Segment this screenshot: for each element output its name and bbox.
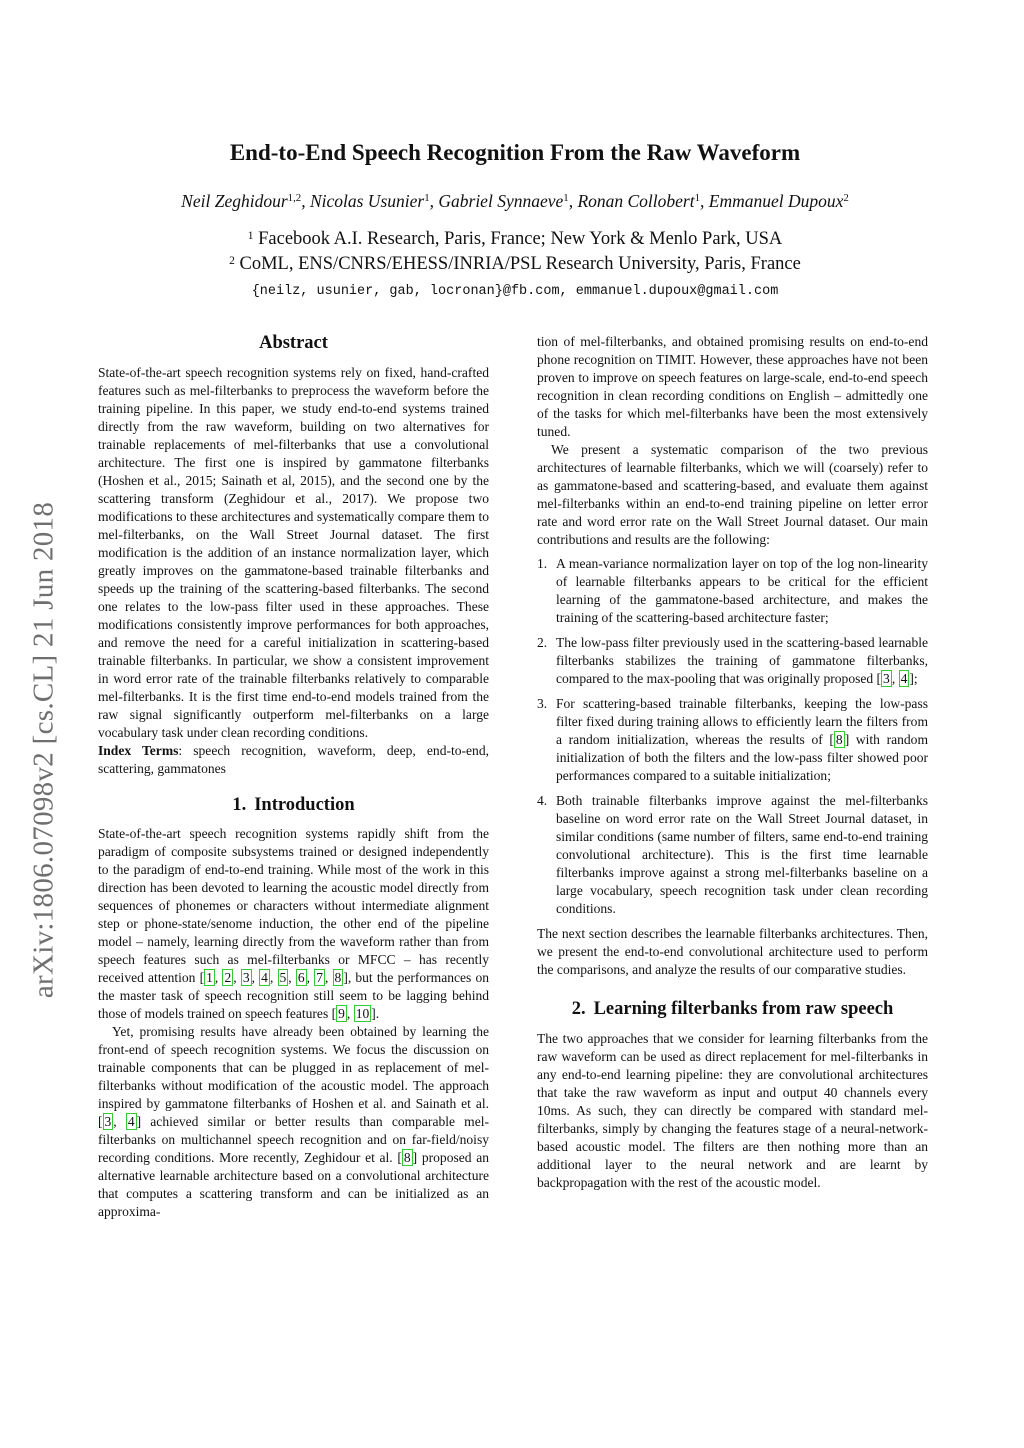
index-terms-text: : speech recognition, waveform, deep, end-to-end, scattering, gammatones bbox=[98, 743, 489, 776]
intro-continuation: tion of mel-filterbanks, and obtained promising results on end-to-end phone recognition on TIMIT. However, these approaches have not been proven to improve on speech features on large-scale, end-to-end speech recognition in clean recording conditions on English – admittedly one of the tasks for which mel-filterbanks have been the most extensively tuned. bbox=[537, 334, 928, 439]
contribution-item bbox=[537, 695, 928, 785]
introduction-heading bbox=[98, 792, 489, 818]
paragraph-text: ] achieved similar or better results than comparable mel-filterbanks on multichannel speech recognition and on far-field/noisy recording conditions. More recently, Zeghidour et al. [ bbox=[98, 1114, 489, 1165]
author-separator: , bbox=[568, 191, 578, 211]
citation-link[interactable]: 8 bbox=[334, 970, 342, 985]
citation-link[interactable]: 5 bbox=[279, 970, 287, 985]
citation-link[interactable]: 10 bbox=[355, 1006, 370, 1021]
citation-link[interactable]: 9 bbox=[338, 1006, 345, 1021]
author-affiliation-mark: 1,2 bbox=[287, 192, 302, 205]
author-list bbox=[90, 188, 940, 214]
author bbox=[438, 191, 577, 211]
section-number: 2. bbox=[571, 999, 586, 1019]
citation-link[interactable]: 7 bbox=[316, 970, 323, 985]
right-column bbox=[537, 333, 928, 1192]
author-name: Nicolas Usunier bbox=[309, 191, 425, 211]
author-emails: {neilz, usunier, gab, locronan}@fb.com, emmanuel.dupoux@gmail.com bbox=[251, 284, 779, 299]
contribution-text: ]; bbox=[909, 671, 918, 686]
paragraph-text: State-of-the-art speech recognition systems rapidly shift from the paradigm of composite subsystems trained or designed independently to the paradigm of end-to-end training. While most of the work in this direction has been devoted to learning the acoustic model directly from sequences of phonemes or characters without intermediate alignment step or phone-state/senome induction, the other end of the pipeline model – namely, learning directly from the waveform rather than from speech features such as mel-filterbanks or MFCC – has recently received attention [ bbox=[98, 826, 489, 985]
author bbox=[181, 191, 310, 211]
section-paragraph: The two approaches that we consider for learning filterbanks from the raw waveform can be used as direct replacement for mel-filterbanks in any end-to-end learning pipeline: they are convolutional architectures that take the raw waveform as input and output 40 channels every 10ms. As such, they can directly be compared with standard mel-filterbanks, simply by changing the features stage of a neural-network-based acoustic model. The filters are then nothing more than an additional layer to the neural network and are learnt by backpropagation with the rest of the acoustic model. bbox=[537, 1031, 928, 1190]
author-affiliation-mark: 2 bbox=[843, 192, 849, 205]
learning-filterbanks-heading bbox=[537, 996, 928, 1022]
citation-link[interactable]: 3 bbox=[104, 1114, 112, 1129]
author-separator: , bbox=[301, 191, 310, 211]
affiliation-number: 1 bbox=[247, 230, 254, 243]
affiliation-list bbox=[90, 227, 940, 277]
paper-header bbox=[90, 136, 940, 303]
author-name: Gabriel Synnaeve bbox=[438, 191, 564, 211]
citation-link[interactable]: 2 bbox=[224, 970, 232, 985]
paragraph-text: ], but the performances on the master task of speech recognition still seem to be lagging behind those of models trained on speech features [ bbox=[98, 970, 489, 1021]
contribution-text: For scattering-based trainable filterbanks, keeping the low-pass filter fixed during training allows to efficiently learn the filters from a random initialization, whereas the results of [ bbox=[556, 696, 928, 747]
index-terms bbox=[98, 742, 489, 778]
affiliation bbox=[90, 227, 940, 252]
contribution-item bbox=[537, 555, 928, 627]
author bbox=[310, 191, 438, 211]
arxiv-identifier: arXiv:1806.07098v2 [cs.CL] 21 Jun 2018 bbox=[27, 501, 60, 999]
author-separator: , bbox=[429, 191, 439, 211]
citation-link[interactable]: 3 bbox=[883, 671, 890, 686]
contribution-text: ] with random initialization of both the filters and the low-pass filter showed poor performances compared to a suitable initialization; bbox=[556, 732, 928, 783]
contribution-number: 4. bbox=[537, 793, 548, 808]
author-name: Emmanuel Dupoux bbox=[708, 191, 844, 211]
author bbox=[577, 191, 708, 211]
index-terms-label: Index Terms bbox=[98, 743, 179, 758]
citation-link[interactable]: 8 bbox=[403, 1150, 411, 1165]
left-column bbox=[98, 330, 489, 1221]
section-number: 1. bbox=[232, 795, 247, 815]
abstract-heading: Abstract bbox=[259, 333, 328, 353]
author-name: Ronan Collobert bbox=[577, 191, 695, 211]
paragraph-text: Yet, promising results have already been obtained by learning the front-end of speech recognition systems. We focus the discussion on trainable components that can be plugged in as replacement of mel-filterbanks without modification of the acoustic model. The approach inspired by gammatone filterbanks of Hoshen et al. and Sainath et al. [ bbox=[98, 1024, 489, 1129]
citation-link[interactable]: 1 bbox=[206, 970, 213, 985]
section-title: Introduction bbox=[254, 795, 355, 815]
paragraph-text: ] proposed an alternative learnable architecture based on a convolutional architecture that computes a scattering transform and can be initialized as an approxima- bbox=[98, 1150, 490, 1219]
author-affiliation-mark: 1 bbox=[563, 192, 569, 205]
citation-link[interactable]: 6 bbox=[297, 970, 305, 985]
contribution-item bbox=[537, 792, 928, 918]
abstract-text: State-of-the-art speech recognition systems rely on fixed, hand-crafted features such as mel-filterbanks to preprocess the waveform before the training pipeline. In this paper, we study end-to-end systems trained directly from the raw waveform, building on two alternatives for trainable replacements of mel-filterbanks that use a convolutional architecture. The first one is inspired by gammatone filterbanks (Hoshen et al., 2015; Sainath et al, 2015), and the second one by the scattering transform (Zeghidour et al., 2017). We propose two modifications to these architectures and systematically compare them to mel-filterbanks, on the Wall Street Journal dataset. The first modification is the addition of an instance normalization layer, which greatly improves on the gammatone-based trainable filterbanks and speeds up the training of the scattering-based filterbanks. The second one relates to the low-pass filter used in these approaches. These modifications consistently improve performances for both approaches, and remove the need for a careful initialization in scattering-based trainable filterbanks. In particular, we show a consistent improvement in word error rate of the trainable filterbanks relatively to comparable mel-filterbanks. It is the first time end-to-end models trained from the raw signal significantly outperform mel-filterbanks on a large vocabulary task under clean recording conditions. bbox=[98, 365, 489, 740]
author-separator: , bbox=[700, 191, 709, 211]
author-affiliation-mark: 1 bbox=[694, 192, 701, 205]
author bbox=[709, 191, 849, 211]
citation-link[interactable]: 4 bbox=[127, 1114, 135, 1129]
citation-link[interactable]: 3 bbox=[242, 970, 250, 985]
affiliation-number: 2 bbox=[229, 255, 235, 268]
paper-title: End-to-End Speech Recognition From the Raw Waveform bbox=[229, 140, 801, 165]
author-name: Neil Zeghidour bbox=[181, 191, 288, 211]
section-title: Learning filterbanks from raw speech bbox=[593, 999, 894, 1019]
contribution-text: Both trainable filterbanks improve against the mel-filterbanks baseline on word error rate on the Wall Street Journal dataset, in similar conditions (same number of filters, same end-to-end training convolutional architecture). This is the first time learnable filterbanks improve against a strong mel-filterbanks baseline on a large vocabulary, speech recognition task under clean recording conditions. bbox=[556, 793, 928, 916]
contribution-number: 3. bbox=[537, 696, 548, 711]
contributions-list bbox=[537, 555, 928, 918]
intro-paragraph: The next section describes the learnable filterbanks architectures. Then, we present the end-to-end convolutional architecture used to perform the comparisons, and analyze the results of our comparative studies. bbox=[537, 926, 928, 977]
contribution-item: 2. The low-pass filter previously used in the scattering-based learnable filterbanks stabilizes the training of gammatone filterbanks, compared to the max-pooling that was originally proposed [ 3 , 4 ]; bbox=[537, 635, 928, 686]
contribution-text: A mean-variance normalization layer on top of the log non-linearity of learnable filterbanks appears to be critical for the efficient learning of the gammatone-based architecture, and makes the training of the scattering-based architecture faster; bbox=[556, 556, 928, 625]
intro-paragraph: Yet, promising results have already been obtained by learning the front-end of speech recognition systems. We focus the discussion on trainable components that can be plugged in as replacement of mel-filterbanks without modification of the acoustic model. The approach inspired by gammatone filterbanks of Hoshen et al. and Sainath et al. [ 3 , 4 ] achieved similar or better results than comparable mel-filterbanks on multichannel speech recognition and on far-field/noisy recording conditions. More recently, Zeghidour et al. [ 8 ] proposed an alternative learnable architecture based on a convolutional architecture that computes a scattering transform and can be initialized as an approxima- bbox=[98, 1024, 490, 1219]
contribution-number: 1. bbox=[537, 556, 548, 571]
citation-link[interactable]: 4 bbox=[900, 671, 908, 686]
affiliation-text: CoML, ENS/CNRS/EHESS/INRIA/PSL Research University, Paris, France bbox=[239, 254, 801, 274]
affiliation bbox=[90, 252, 940, 277]
arxiv-sidebar bbox=[0, 0, 80, 1448]
author-affiliation-mark: 1 bbox=[424, 192, 430, 205]
contribution-text: The low-pass filter previously used in the scattering-based learnable filterbanks stabilizes the training of gammatone filterbanks, compared to the max-pooling that was originally proposed [ bbox=[556, 635, 928, 686]
contribution-number: 2. bbox=[537, 635, 548, 650]
affiliation-text: Facebook A.I. Research, Paris, France; New York & Menlo Park, USA bbox=[258, 229, 783, 249]
paragraph-text: ]. bbox=[371, 1006, 380, 1021]
citation-link[interactable]: 8 bbox=[835, 732, 843, 747]
intro-paragraph: State-of-the-art speech recognition systems rapidly shift from the paradigm of composite subsystems trained or designed independently to the paradigm of end-to-end training. While most of the work in this direction has been devoted to learning the acoustic model directly from sequences of phonemes or characters without intermediate alignment step or phone-state/senome induction, the other end of the pipeline model – namely, learning directly from the waveform rather than from speech features such as mel-filterbanks or MFCC – has recently received attention [ 1 , 2 , 3 , 4 , 5 , 6 , 7 , 8 ], but the performances on the master task of speech recognition still seem to be lagging behind those of models trained on speech features [ 9 , 10 ]. bbox=[98, 826, 489, 1021]
intro-paragraph: We present a systematic comparison of the two previous architectures of learnable filterbanks, which we will (coarsely) refer to as gammatone-based and scattering-based, and evaluate them against mel-filterbanks within an end-to-end training pipeline on letter error rate and word error rate on the Wall Street Journal dataset. Our main contributions and results are the following: bbox=[537, 442, 928, 547]
citation-link[interactable]: 4 bbox=[261, 970, 268, 985]
